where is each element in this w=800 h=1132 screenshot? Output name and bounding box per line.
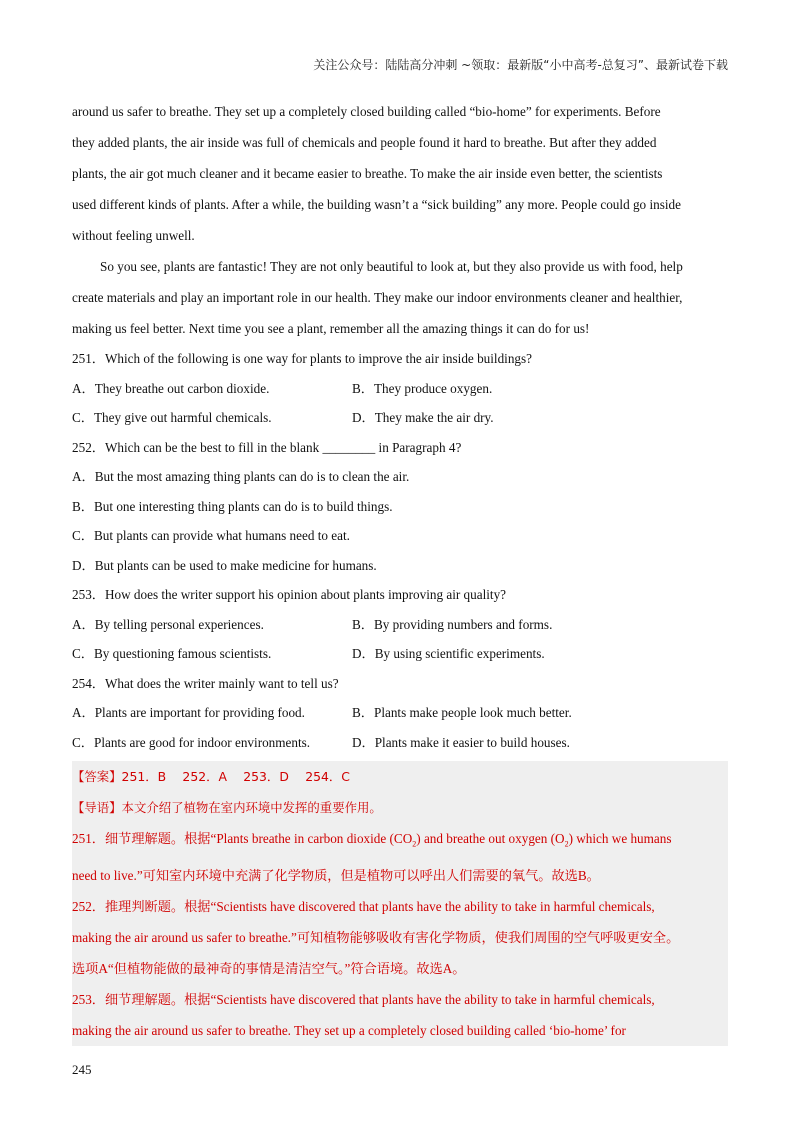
answer-251-text: ) and breathe out oxygen (O: [416, 831, 565, 846]
answer-251-line-1: [72, 823, 728, 860]
answer-section: [72, 761, 728, 1046]
passage-line: without feeling unwell.: [72, 228, 195, 243]
answer-253-line-2: making the air around us safer to breathe. They set up a completely closed building called ‘bio-home’ for: [72, 1022, 626, 1038]
page-header: 关注公众号：陆陆高分冲刺 ~领取：最新版“小中高考-总复习”、最新试卷下载: [313, 58, 728, 72]
option-254-c: C．Plants are good for indoor environments.: [72, 734, 311, 750]
passage-paragraph-2: [72, 251, 728, 344]
option-253-c: C．By questioning famous scientists.: [72, 646, 272, 661]
answer-251-text: 251．细节理解题。根据“Plants breathe in carbon dioxide (CO: [72, 831, 413, 846]
option-251-a: A．They breathe out carbon dioxide.: [72, 380, 270, 396]
question-251-stem: 251．Which of the following is one way for plants to improve the air inside buildings?: [72, 351, 533, 366]
passage-line: making us feel better. Next time you see a plant, remember all the amazing things it can do for us!: [72, 321, 590, 336]
question-253-stem: 253．How does the writer support his opinion about plants improving air quality?: [72, 587, 507, 602]
answer-252-line-1: 252．推理判断题。根据“Scientists have discovered that plants have the ability to take in harmful chemicals,: [72, 898, 655, 914]
question-253-options-row-2: [72, 639, 728, 669]
option-252-d: D．But plants can be used to make medicine for humans.: [72, 557, 377, 573]
option-251-b: B．They produce oxygen.: [352, 380, 493, 396]
answer-key: 【答案】251．B 252．A 253．D 254．C: [72, 769, 350, 784]
option-254-a: A．Plants are important for providing food.: [72, 705, 305, 720]
option-254-b: B．Plants make people look much better.: [352, 705, 572, 720]
option-253-a: A．By telling personal experiences.: [72, 616, 264, 632]
passage-line: plants, the air got much cleaner and it became easier to breathe. To make the air inside even better, the scientists: [72, 166, 663, 181]
question-254-options-row-2: [72, 728, 728, 758]
answer-guide: 【导语】本文介绍了植物在室内环境中发挥的重要作用。: [72, 800, 382, 815]
answer-253-line-1: 253．细节理解题。根据“Scientists have discovered that plants have the ability to take in harmful chemicals,: [72, 991, 655, 1007]
answer-251-text: ) which we humans: [568, 831, 672, 846]
passage-paragraph-1: [72, 96, 728, 251]
option-252-c: C．But plants can provide what humans need to eat.: [72, 528, 350, 543]
option-254-d: D．Plants make it easier to build houses.: [352, 734, 570, 750]
page-number: 245: [72, 1062, 92, 1077]
option-251-d: D．They make the air dry.: [352, 410, 494, 425]
option-253-b: B．By providing numbers and forms.: [352, 616, 553, 632]
passage-line: around us safer to breathe. They set up a completely closed building called “bio-home” for experiments. Before: [72, 104, 661, 119]
passage-line: used different kinds of plants. After a while, the building wasn’t a “sick building” any more. People could go inside: [72, 197, 681, 212]
answer-252-line-2: making the air around us safer to breathe.”可知植物能够吸收有害化学物质，使我们周围的空气呼吸更安全。: [72, 929, 680, 945]
passage-line: create materials and play an important role in our health. They make our indoor environments cleaner and healthier,: [72, 290, 683, 305]
passage-line: they added plants, the air inside was full of chemicals and people found it hard to breathe. But after they added: [72, 135, 657, 150]
option-253-d: D．By using scientific experiments.: [352, 646, 545, 661]
option-251-c: C．They give out harmful chemicals.: [72, 410, 272, 425]
page-content: [72, 96, 728, 1046]
passage-line: So you see, plants are fantastic! They are not only beautiful to look at, but they also provide us with food, help: [100, 259, 683, 274]
question-254-options-row-1: [72, 698, 728, 728]
question-251-options-row-1: [72, 374, 728, 404]
question-252-stem: 252．Which can be the best to fill in the blank ________ in Paragraph 4?: [72, 439, 462, 455]
question-254-stem: 254．What does the writer mainly want to tell us?: [72, 675, 339, 691]
answer-252-line-3: 选项A“但植物能做的最神奇的事情是清洁空气。”符合语境。故选A。: [72, 960, 466, 976]
question-253-options-row-1: [72, 610, 728, 640]
question-251-options-row-2: [72, 403, 728, 433]
answer-251-line-2: need to live.”可知室内环境中充满了化学物质，但是植物可以呼出人们需要的氧气。故选B。: [72, 867, 600, 883]
option-252-b: B．But one interesting thing plants can do is to build things.: [72, 498, 393, 514]
option-252-a: A．But the most amazing thing plants can do is to clean the air.: [72, 469, 410, 484]
subscript-2: 2: [564, 839, 569, 849]
subscript-2: 2: [412, 839, 417, 849]
